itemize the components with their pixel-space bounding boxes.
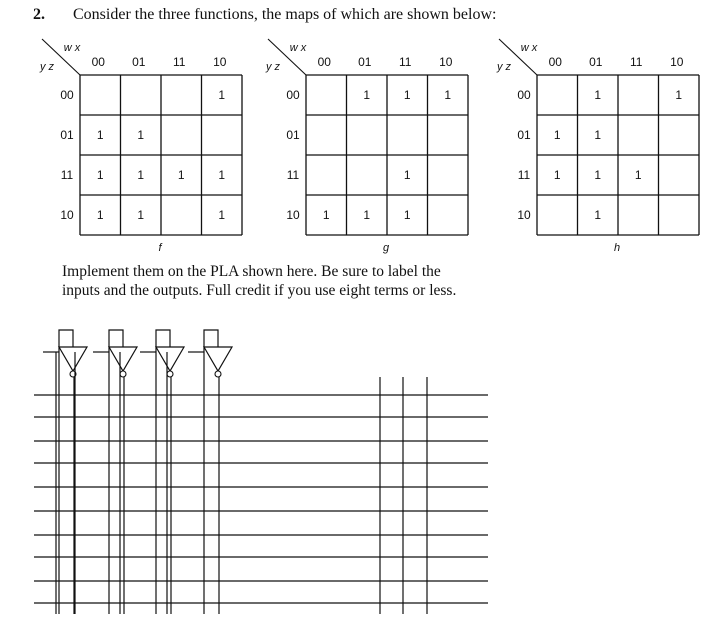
kmap-cell-value: 1 [96,208,104,222]
kmap-cell-value: 1 [403,88,411,102]
kmap-row-label: 00 [286,88,300,102]
kmap-cell-value: 1 [96,128,104,142]
kmap-cell-value: 1 [218,88,226,102]
kmap-col-label: 11 [173,55,186,69]
pla-input-buffer [59,330,87,377]
pla-inverter-bubble [215,371,221,377]
kmap-col-label: 01 [589,55,603,69]
pla-input-stem [59,330,73,347]
kmap-cell-value: 1 [96,168,104,182]
kmap-cell-value: 1 [594,128,602,142]
instructions-line-2: inputs and the outputs. Full credit if you use eight terms or less. [62,282,457,299]
kmap-cell-value: 1 [403,168,411,182]
kmap-col-var-label: w x [520,42,538,54]
kmap-col-label: 10 [670,55,684,69]
kmap-cell-value: 1 [137,168,145,182]
kmap-col-label: 10 [213,55,227,69]
kmap-cell-value: 1 [594,168,602,182]
pla-buffer-triangle [59,347,87,371]
kmap-col-label: 00 [317,55,331,69]
kmap-col-var-label: w x [289,42,307,54]
question-number: 2. [33,6,45,23]
pla-diagram [34,330,488,614]
kmap-row-label: 11 [60,168,74,182]
kmap-row-var-label: y z [496,61,512,73]
kmap-cell-value: 1 [634,168,642,182]
kmap-cell-value: 1 [594,208,602,222]
kmap-col-label: 00 [548,55,562,69]
instructions-line-1: Implement them on the PLA shown here. Be sure to label the [62,263,441,280]
kmap-row-label: 10 [60,208,74,222]
kmap-cell-value: 1 [553,128,561,142]
pla-buffer-triangle [109,347,137,371]
kmap-cell-value: 1 [553,168,561,182]
kmap-cell-value: 1 [137,208,145,222]
kmap-cell-value: 1 [177,168,185,182]
kmap-function-name: g [382,242,390,254]
kmap-col-label: 01 [132,55,146,69]
kmap-cell-value: 1 [594,88,602,102]
pla-buffer-triangle [204,347,232,371]
kmap-cell-value: 1 [444,88,452,102]
pla-inverter-bubble [120,371,126,377]
kmap-row-var-label: y z [39,61,55,73]
kmap-row-label: 00 [517,88,531,102]
pla-input-stem [109,330,123,347]
kmap-cell-value: 1 [218,168,226,182]
kmap-cell-value: 1 [322,208,330,222]
kmap-function-name: h [613,242,621,254]
kmap-row-var-label: y z [265,61,281,73]
kmap-col-label: 01 [358,55,372,69]
kmap-cell-value: 1 [363,208,371,222]
kmap-f [39,39,242,254]
pla-input-buffer [156,330,184,377]
kmap-cell-value: 1 [137,128,145,142]
kmap-function-name: f [158,242,162,254]
pla-input-stem [204,330,218,347]
kmap-col-label: 11 [630,55,643,69]
kmap-col-var-label: w x [63,42,81,54]
pla-buffer-triangle [156,347,184,371]
kmap-row-label: 01 [286,128,300,142]
kmap-row-label: 10 [286,208,300,222]
pla-input-buffer [109,330,137,377]
kmap-row-label: 11 [286,168,300,182]
kmap-cell-value: 1 [403,208,411,222]
pla-inverter-bubble [167,371,173,377]
kmap-cell-value: 1 [218,208,226,222]
pla-input-stem [156,330,170,347]
kmap-row-label: 11 [517,168,531,182]
kmap-cell-value: 1 [675,88,683,102]
kmap-row-label: 01 [60,128,74,142]
kmap-col-label: 11 [399,55,412,69]
instructions [62,262,492,300]
kmap-row-label: 10 [517,208,531,222]
kmap-g [265,39,468,254]
kmap-row-label: 01 [517,128,531,142]
kmap-h [496,39,699,254]
pla-input-buffer [204,330,232,377]
kmap-row-label: 00 [60,88,74,102]
kmap-col-label: 10 [439,55,453,69]
kmap-col-label: 00 [91,55,105,69]
question-text: Consider the three functions, the maps of which are shown below: [73,6,497,23]
kmap-cell-value: 1 [363,88,371,102]
